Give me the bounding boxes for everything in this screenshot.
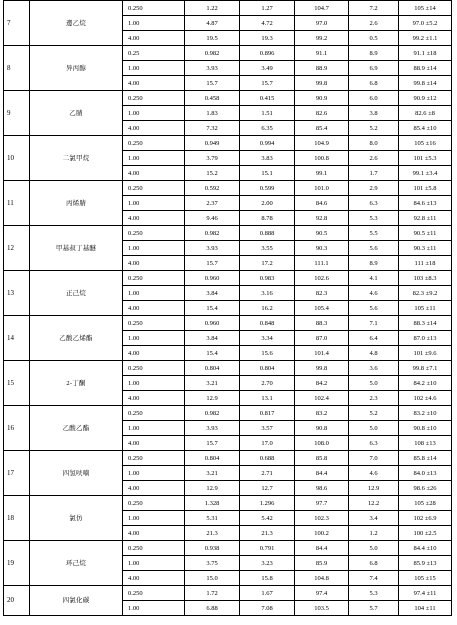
recovery-cell: 102.3	[295, 511, 349, 526]
theoretical-value-cell: 0.982	[185, 46, 240, 61]
recovery-uncertainty-cell: 84.2 ±10	[399, 376, 452, 391]
rsd-cell: 6.8	[349, 556, 399, 571]
recovery-uncertainty-cell: 91.1 ±18	[399, 46, 452, 61]
measured-value-cell: 2.70	[240, 376, 295, 391]
table-row	[4, 361, 452, 376]
compound-number: 11	[4, 181, 30, 226]
measured-value-cell: 0.888	[240, 226, 295, 241]
rsd-cell: 6.0	[349, 91, 399, 106]
compound-number: 18	[4, 496, 30, 541]
rsd-cell: 4.1	[349, 271, 399, 286]
recovery-cell: 98.6	[295, 481, 349, 496]
theoretical-value-cell: 15.7	[185, 76, 240, 91]
recovery-cell: 90.3	[295, 241, 349, 256]
recovery-cell: 101.0	[295, 181, 349, 196]
theoretical-value-cell: 9.46	[185, 211, 240, 226]
rsd-cell: 12.2	[349, 496, 399, 511]
recovery-uncertainty-cell: 92.8 ±11	[399, 211, 452, 226]
theoretical-value-cell: 0.982	[185, 406, 240, 421]
recovery-cell: 90.5	[295, 226, 349, 241]
concentration-cell: 1.00	[123, 421, 185, 436]
concentration-cell: 0.250	[123, 136, 185, 151]
concentration-cell: 4.00	[123, 121, 185, 136]
concentration-cell: 1.00	[123, 466, 185, 481]
measured-value-cell: 2.00	[240, 196, 295, 211]
theoretical-value-cell: 15.2	[185, 166, 240, 181]
rsd-cell: 1.2	[349, 526, 399, 541]
measured-value-cell: 1.51	[240, 106, 295, 121]
recovery-uncertainty-cell: 88.9 ±14	[399, 61, 452, 76]
rsd-cell: 7.4	[349, 571, 399, 586]
recovery-cell: 84.6	[295, 196, 349, 211]
compound-number: 17	[4, 451, 30, 496]
measured-value-cell: 19.3	[240, 31, 295, 46]
theoretical-value-cell: 19.5	[185, 31, 240, 46]
compound-name: 丙烯腈	[30, 181, 123, 226]
rsd-cell: 5.2	[349, 406, 399, 421]
compound-name: 氯仿	[30, 496, 123, 541]
measured-value-cell: 15.6	[240, 346, 295, 361]
rsd-cell: 4.8	[349, 346, 399, 361]
measured-value-cell: 0.599	[240, 181, 295, 196]
measured-value-cell: 3.55	[240, 241, 295, 256]
rsd-cell: 5.3	[349, 586, 399, 601]
rsd-cell: 5.2	[349, 121, 399, 136]
concentration-cell: 1.00	[123, 376, 185, 391]
theoretical-value-cell: 21.3	[185, 526, 240, 541]
compound-name: 异丙醇	[30, 46, 123, 91]
recovery-cell: 85.9	[295, 556, 349, 571]
recovery-uncertainty-cell: 101 ±9.6	[399, 346, 452, 361]
measured-value-cell: 5.42	[240, 511, 295, 526]
recovery-cell: 99.1	[295, 166, 349, 181]
rsd-cell: 12.9	[349, 481, 399, 496]
rsd-cell: 6.4	[349, 331, 399, 346]
rsd-cell: 2.6	[349, 151, 399, 166]
concentration-cell: 4.00	[123, 391, 185, 406]
compound-name: 乙腈	[30, 91, 123, 136]
compound-name: 四氢呋喃	[30, 451, 123, 496]
concentration-cell: 0.250	[123, 496, 185, 511]
compound-name: 甲基叔丁基醚	[30, 226, 123, 271]
measured-value-cell: 0.896	[240, 46, 295, 61]
rsd-cell: 5.0	[349, 376, 399, 391]
rsd-cell: 2.9	[349, 181, 399, 196]
measured-value-cell: 3.49	[240, 61, 295, 76]
recovery-uncertainty-cell: 83.2 ±10	[399, 406, 452, 421]
compound-number: 19	[4, 541, 30, 586]
recovery-cell: 85.4	[295, 121, 349, 136]
recovery-uncertainty-cell: 84.6 ±13	[399, 196, 452, 211]
compound-name: 乙酸乙酯	[30, 406, 123, 451]
theoretical-value-cell: 1.328	[185, 496, 240, 511]
measured-value-cell: 0.791	[240, 541, 295, 556]
concentration-cell: 4.00	[123, 211, 185, 226]
recovery-cell: 82.3	[295, 286, 349, 301]
recovery-uncertainty-cell: 82.3 ±9.2	[399, 286, 452, 301]
measured-value-cell: 1.67	[240, 586, 295, 601]
recovery-uncertainty-cell: 90.3 ±11	[399, 241, 452, 256]
compound-name: 乙酸乙烯酯	[30, 316, 123, 361]
measured-value-cell: 8.78	[240, 211, 295, 226]
theoretical-value-cell: 0.960	[185, 271, 240, 286]
compound-number: 12	[4, 226, 30, 271]
recovery-cell: 103.5	[295, 601, 349, 616]
theoretical-value-cell: 3.75	[185, 556, 240, 571]
measured-value-cell: 3.57	[240, 421, 295, 436]
rsd-cell: 5.0	[349, 421, 399, 436]
recovery-uncertainty-cell: 87.0 ±13	[399, 331, 452, 346]
compound-name: 二氯甲烷	[30, 136, 123, 181]
measured-value-cell: 15.1	[240, 166, 295, 181]
recovery-cell: 97.4	[295, 586, 349, 601]
theoretical-value-cell: 0.938	[185, 541, 240, 556]
recovery-uncertainty-cell: 101 ±5.3	[399, 151, 452, 166]
measured-value-cell: 0.983	[240, 271, 295, 286]
recovery-cell: 104.9	[295, 136, 349, 151]
concentration-cell: 0.250	[123, 271, 185, 286]
measured-value-cell: 12.7	[240, 481, 295, 496]
rsd-cell: 1.7	[349, 166, 399, 181]
concentration-cell: 4.00	[123, 526, 185, 541]
recovery-cell: 99.8	[295, 76, 349, 91]
recovery-cell: 100.2	[295, 526, 349, 541]
rsd-cell: 6.3	[349, 196, 399, 211]
rsd-cell: 5.0	[349, 541, 399, 556]
compound-number: 20	[4, 586, 30, 616]
measured-value-cell: 15.7	[240, 76, 295, 91]
concentration-cell: 4.00	[123, 346, 185, 361]
recovery-cell: 84.4	[295, 541, 349, 556]
recovery-cell: 83.2	[295, 406, 349, 421]
compound-name: 邊乙烷	[30, 1, 123, 46]
theoretical-value-cell: 7.32	[185, 121, 240, 136]
theoretical-value-cell: 0.592	[185, 181, 240, 196]
theoretical-value-cell: 12.9	[185, 391, 240, 406]
concentration-cell: 1.00	[123, 556, 185, 571]
table-row	[4, 451, 452, 466]
measured-value-cell: 13.1	[240, 391, 295, 406]
table-row	[4, 226, 452, 241]
concentration-cell: 1.00	[123, 601, 185, 616]
recovery-uncertainty-cell: 101 ±5.8	[399, 181, 452, 196]
theoretical-value-cell: 4.87	[185, 16, 240, 31]
recovery-uncertainty-cell: 97.0 ±5.2	[399, 16, 452, 31]
recovery-uncertainty-cell: 105 ±11	[399, 301, 452, 316]
recovery-uncertainty-cell: 99.8 ±7.1	[399, 361, 452, 376]
recovery-cell: 104.7	[295, 1, 349, 16]
compound-number: 13	[4, 271, 30, 316]
theoretical-value-cell: 0.804	[185, 361, 240, 376]
rsd-cell: 6.8	[349, 76, 399, 91]
recovery-cell: 90.9	[295, 91, 349, 106]
theoretical-value-cell: 3.93	[185, 61, 240, 76]
recovery-uncertainty-cell: 84.0 ±13	[399, 466, 452, 481]
table-row	[4, 271, 452, 286]
theoretical-value-cell: 0.804	[185, 451, 240, 466]
theoretical-value-cell: 3.84	[185, 331, 240, 346]
compound-number: 7	[4, 1, 30, 46]
compound-name: 四氯化碳	[30, 586, 123, 616]
theoretical-value-cell: 5.31	[185, 511, 240, 526]
recovery-table	[3, 0, 452, 616]
theoretical-value-cell: 12.9	[185, 481, 240, 496]
concentration-cell: 1.00	[123, 196, 185, 211]
recovery-uncertainty-cell: 85.4 ±10	[399, 121, 452, 136]
measured-value-cell: 17.0	[240, 436, 295, 451]
concentration-cell: 1.00	[123, 106, 185, 121]
concentration-cell: 4.00	[123, 166, 185, 181]
recovery-cell: 99.2	[295, 31, 349, 46]
rsd-cell: 3.4	[349, 511, 399, 526]
measured-value-cell: 0.415	[240, 91, 295, 106]
compound-name: 环己烷	[30, 541, 123, 586]
concentration-cell: 4.00	[123, 481, 185, 496]
recovery-uncertainty-cell: 90.8 ±10	[399, 421, 452, 436]
recovery-cell: 111.1	[295, 256, 349, 271]
recovery-uncertainty-cell: 98.6 ±26	[399, 481, 452, 496]
measured-value-cell: 6.35	[240, 121, 295, 136]
theoretical-value-cell: 1.83	[185, 106, 240, 121]
concentration-cell: 4.00	[123, 301, 185, 316]
concentration-cell: 1.00	[123, 61, 185, 76]
rsd-cell: 8.9	[349, 46, 399, 61]
compound-number: 8	[4, 46, 30, 91]
compound-name: 正己烷	[30, 271, 123, 316]
concentration-cell: 0.250	[123, 181, 185, 196]
measured-value-cell: 7.08	[240, 601, 295, 616]
concentration-cell: 0.250	[123, 586, 185, 601]
recovery-uncertainty-cell: 103 ±8.3	[399, 271, 452, 286]
concentration-cell: 1.00	[123, 241, 185, 256]
table-body	[4, 1, 452, 616]
theoretical-value-cell: 15.0	[185, 571, 240, 586]
rsd-cell: 6.3	[349, 436, 399, 451]
table-row	[4, 1, 452, 16]
measured-value-cell: 3.83	[240, 151, 295, 166]
rsd-cell: 5.3	[349, 211, 399, 226]
recovery-cell: 104.8	[295, 571, 349, 586]
recovery-uncertainty-cell: 90.5 ±11	[399, 226, 452, 241]
theoretical-value-cell: 1.72	[185, 586, 240, 601]
compound-name: 2-丁酮	[30, 361, 123, 406]
recovery-uncertainty-cell: 85.9 ±13	[399, 556, 452, 571]
recovery-cell: 101.4	[295, 346, 349, 361]
measured-value-cell: 0.848	[240, 316, 295, 331]
recovery-uncertainty-cell: 102 ±6.9	[399, 511, 452, 526]
recovery-cell: 97.0	[295, 16, 349, 31]
concentration-cell: 0.250	[123, 541, 185, 556]
theoretical-value-cell: 3.79	[185, 151, 240, 166]
theoretical-value-cell: 3.21	[185, 376, 240, 391]
compound-number: 14	[4, 316, 30, 361]
measured-value-cell: 2.71	[240, 466, 295, 481]
compound-number: 9	[4, 91, 30, 136]
recovery-cell: 102.4	[295, 391, 349, 406]
compound-number: 16	[4, 406, 30, 451]
recovery-uncertainty-cell: 97.4 ±11	[399, 586, 452, 601]
measured-value-cell: 17.2	[240, 256, 295, 271]
rsd-cell: 2.6	[349, 16, 399, 31]
recovery-cell: 97.7	[295, 496, 349, 511]
recovery-uncertainty-cell: 104 ±11	[399, 601, 452, 616]
concentration-cell: 0.250	[123, 406, 185, 421]
concentration-cell: 1.00	[123, 286, 185, 301]
rsd-cell: 0.5	[349, 31, 399, 46]
theoretical-value-cell: 3.93	[185, 241, 240, 256]
rsd-cell: 3.6	[349, 361, 399, 376]
table-row	[4, 496, 452, 511]
theoretical-value-cell: 6.88	[185, 601, 240, 616]
theoretical-value-cell: 2.37	[185, 196, 240, 211]
rsd-cell: 7.1	[349, 316, 399, 331]
recovery-uncertainty-cell: 88.3 ±14	[399, 316, 452, 331]
recovery-uncertainty-cell: 111 ±18	[399, 256, 452, 271]
rsd-cell: 5.5	[349, 226, 399, 241]
recovery-cell: 90.8	[295, 421, 349, 436]
theoretical-value-cell: 1.22	[185, 1, 240, 16]
measured-value-cell: 3.23	[240, 556, 295, 571]
recovery-uncertainty-cell: 84.4 ±10	[399, 541, 452, 556]
concentration-cell: 0.250	[123, 451, 185, 466]
rsd-cell: 8.9	[349, 256, 399, 271]
table-row	[4, 406, 452, 421]
recovery-uncertainty-cell: 85.8 ±14	[399, 451, 452, 466]
measured-value-cell: 0.994	[240, 136, 295, 151]
recovery-cell: 105.4	[295, 301, 349, 316]
theoretical-value-cell: 15.4	[185, 301, 240, 316]
recovery-cell: 88.9	[295, 61, 349, 76]
rsd-cell: 5.6	[349, 241, 399, 256]
recovery-uncertainty-cell: 102 ±4.6	[399, 391, 452, 406]
rsd-cell: 2.3	[349, 391, 399, 406]
recovery-uncertainty-cell: 105 ±14	[399, 1, 452, 16]
measured-value-cell: 0.804	[240, 361, 295, 376]
recovery-uncertainty-cell: 105 ±28	[399, 496, 452, 511]
measured-value-cell: 1.296	[240, 496, 295, 511]
rsd-cell: 5.7	[349, 601, 399, 616]
rsd-cell: 4.6	[349, 466, 399, 481]
measured-value-cell: 3.16	[240, 286, 295, 301]
recovery-cell: 102.6	[295, 271, 349, 286]
rsd-cell: 4.6	[349, 286, 399, 301]
theoretical-value-cell: 3.21	[185, 466, 240, 481]
recovery-cell: 85.8	[295, 451, 349, 466]
recovery-uncertainty-cell: 99.8 ±14	[399, 76, 452, 91]
measured-value-cell: 0.817	[240, 406, 295, 421]
recovery-cell: 100.8	[295, 151, 349, 166]
concentration-cell: 4.00	[123, 571, 185, 586]
recovery-uncertainty-cell: 99.2 ±1.1	[399, 31, 452, 46]
concentration-cell: 1.00	[123, 511, 185, 526]
recovery-cell: 88.3	[295, 316, 349, 331]
theoretical-value-cell: 0.949	[185, 136, 240, 151]
measured-value-cell: 0.688	[240, 451, 295, 466]
theoretical-value-cell: 0.458	[185, 91, 240, 106]
theoretical-value-cell: 3.84	[185, 286, 240, 301]
table-row	[4, 181, 452, 196]
measured-value-cell: 21.3	[240, 526, 295, 541]
concentration-cell: 0.250	[123, 316, 185, 331]
rsd-cell: 8.0	[349, 136, 399, 151]
recovery-uncertainty-cell: 100 ±2.5	[399, 526, 452, 541]
concentration-cell: 4.00	[123, 256, 185, 271]
rsd-cell: 7.0	[349, 451, 399, 466]
recovery-cell: 99.8	[295, 361, 349, 376]
recovery-uncertainty-cell: 105 ±16	[399, 136, 452, 151]
concentration-cell: 1.00	[123, 16, 185, 31]
theoretical-value-cell: 15.7	[185, 436, 240, 451]
recovery-uncertainty-cell: 105 ±15	[399, 571, 452, 586]
theoretical-value-cell: 3.93	[185, 421, 240, 436]
recovery-data-table-page	[3, 0, 451, 616]
recovery-cell: 84.2	[295, 376, 349, 391]
table-row	[4, 316, 452, 331]
theoretical-value-cell: 0.982	[185, 226, 240, 241]
recovery-uncertainty-cell: 108 ±13	[399, 436, 452, 451]
rsd-cell: 5.6	[349, 301, 399, 316]
recovery-uncertainty-cell: 82.6 ±8	[399, 106, 452, 121]
concentration-cell: 0.25	[123, 46, 185, 61]
compound-number: 10	[4, 136, 30, 181]
concentration-cell: 4.00	[123, 436, 185, 451]
concentration-cell: 4.00	[123, 76, 185, 91]
concentration-cell: 0.250	[123, 361, 185, 376]
concentration-cell: 1.00	[123, 331, 185, 346]
compound-number: 15	[4, 361, 30, 406]
theoretical-value-cell: 15.4	[185, 346, 240, 361]
rsd-cell: 7.2	[349, 1, 399, 16]
measured-value-cell: 16.2	[240, 301, 295, 316]
theoretical-value-cell: 0.960	[185, 316, 240, 331]
measured-value-cell: 3.34	[240, 331, 295, 346]
table-row	[4, 46, 452, 61]
measured-value-cell: 1.27	[240, 1, 295, 16]
recovery-uncertainty-cell: 99.1 ±3.4	[399, 166, 452, 181]
concentration-cell: 0.250	[123, 91, 185, 106]
recovery-cell: 92.8	[295, 211, 349, 226]
concentration-cell: 0.250	[123, 226, 185, 241]
recovery-cell: 84.4	[295, 466, 349, 481]
concentration-cell: 0.250	[123, 1, 185, 16]
recovery-uncertainty-cell: 90.9 ±12	[399, 91, 452, 106]
table-row	[4, 586, 452, 601]
rsd-cell: 3.8	[349, 106, 399, 121]
measured-value-cell: 4.72	[240, 16, 295, 31]
recovery-cell: 91.1	[295, 46, 349, 61]
rsd-cell: 6.9	[349, 61, 399, 76]
measured-value-cell: 15.8	[240, 571, 295, 586]
recovery-cell: 87.0	[295, 331, 349, 346]
theoretical-value-cell: 15.7	[185, 256, 240, 271]
table-row	[4, 541, 452, 556]
concentration-cell: 1.00	[123, 151, 185, 166]
recovery-cell: 108.0	[295, 436, 349, 451]
table-row	[4, 91, 452, 106]
table-row	[4, 136, 452, 151]
recovery-cell: 82.6	[295, 106, 349, 121]
concentration-cell: 4.00	[123, 31, 185, 46]
